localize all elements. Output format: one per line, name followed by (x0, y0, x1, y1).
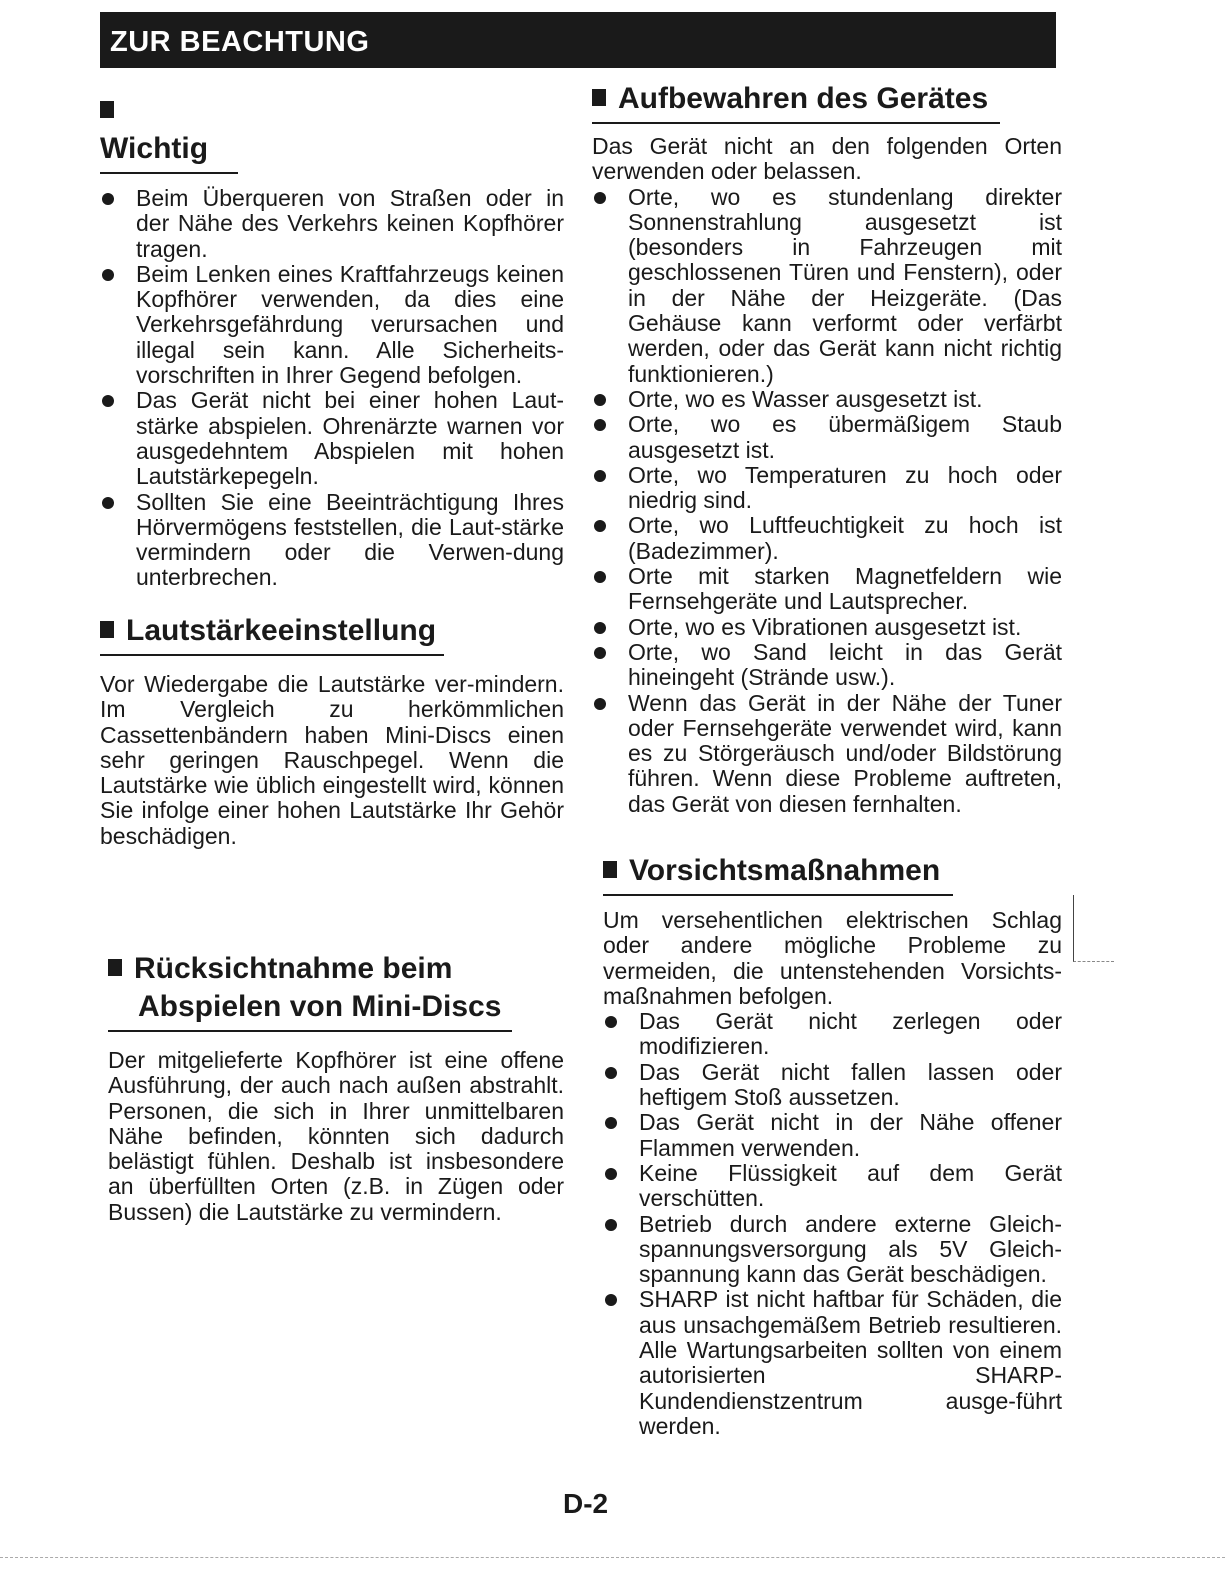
section-aufbewahren (592, 80, 1062, 817)
bullet-icon (594, 698, 606, 710)
list-item: Orte, wo Luftfeuchtigkeit zu hoch ist (Badezimmer). (592, 513, 1062, 564)
bullet-icon (594, 520, 606, 532)
page-number: D-2 (563, 1488, 609, 1519)
list-item: Orte, wo es übermäßigem Staub ausgesetzt ist. (592, 412, 1062, 463)
list-item: Wenn das Gerät in der Nähe der Tuner oder Fernsehgeräte verwendet wird, kann es zu Störgeräusch und/oder Bildstörung führen. Wenn diese Probleme auftreten, das Gerät von diesen fernhalten. (592, 691, 1062, 817)
bullet-icon (102, 193, 114, 205)
section-heading-aufbewahren (592, 80, 1000, 124)
section-heading-lautstaerke (100, 612, 444, 656)
list-item: Orte, wo es Vibrationen ausgesetzt ist. (592, 615, 1062, 640)
bullet-icon (605, 1067, 617, 1079)
heading-text: Aufbewahren des Gerätes (618, 82, 989, 115)
list-item: Betrieb durch andere externe Gleich-spannungsversorgung als 5V Gleich-spannung kann das Gerät beschädigen. (603, 1212, 1062, 1288)
bullet-icon (605, 1117, 617, 1129)
bullet-icon (594, 571, 606, 583)
list-item: Orte, wo es Wasser ausgesetzt ist. (592, 387, 1062, 412)
bullet-icon (102, 497, 114, 509)
square-bullet-icon (592, 89, 606, 106)
heading-text: Lautstärkeeinstellung (126, 614, 437, 647)
bullet-icon (102, 269, 114, 281)
square-bullet-icon (100, 621, 114, 638)
bullet-icon (594, 622, 606, 634)
square-bullet-icon (108, 959, 122, 976)
bullet-icon (102, 395, 114, 407)
list-item: Keine Flüssigkeit auf dem Gerät verschütten. (603, 1161, 1062, 1212)
bottom-rule (0, 1557, 1225, 1558)
square-bullet-icon (100, 101, 114, 118)
list-item: Das Gerät nicht zerlegen oder modifizieren. (603, 1009, 1062, 1060)
list-item: Das Gerät nicht fallen lassen oder heftigem Stoß aussetzen. (603, 1060, 1062, 1111)
list-item: Beim Lenken eines Kraftfahrzeugs keinen Kopfhörer verwenden, da dies eine Verkehrsgefährdung verursachen und illegal sein kann. Alle Sicherheits-vorschriften in Ihrer Gegend befolgen. (100, 262, 564, 388)
aufbewahren-intro: Das Gerät nicht an den folgenden Orten verwenden oder belassen. (592, 133, 1062, 185)
bullet-icon (594, 192, 606, 204)
heading-text: Wichtig (100, 132, 209, 165)
list-item: Orte, wo es stundenlang direkter Sonnenstrahlung ausgesetzt ist (besonders in Fahrzeugen mit geschlossenen Türen und Fenstern), oder in der Nähe der Heizgeräte. (Das Gehäuse kann verformt oder verfärbt werden, oder das Gerät kann nicht richtig funktionieren.) (592, 185, 1062, 387)
bullet-icon (605, 1219, 617, 1231)
bullet-icon (594, 470, 606, 482)
bullet-icon (605, 1168, 617, 1180)
section-lautstaerke (100, 612, 564, 849)
section-heading-vorsicht (603, 852, 953, 896)
list-item: Das Gerät nicht bei einer hohen Laut-stärke abspielen. Ohrenärzte warnen vor ausgedehntem Abspielen mit hohen Lautstärkepegeln. (100, 388, 564, 489)
bullet-icon (594, 419, 606, 431)
bullet-icon (605, 1294, 617, 1306)
section-wichtig (100, 92, 564, 591)
crop-mark (1073, 895, 1114, 962)
section-ruecksicht (108, 950, 564, 1225)
wichtig-list (100, 186, 564, 591)
heading-text: Vorsichtsmaßnahmen (629, 854, 941, 887)
list-item: SHARP ist nicht haftbar für Schäden, die aus unsachgemäßem Betrieb resultieren. Alle Wartungsarbeiten sollten von einem autorisierten SHARP-Kundendienstzentrum ausge-führt werden. (603, 1287, 1062, 1439)
ruecksicht-text: Der mitgelieferte Kopfhörer ist eine offene Ausführung, der auch nach außen abstrahlt. Personen, die sich in Ihrer unmittelbaren Nähe befinden, könnten sich dadurch belästigt fühlen. Deshalb ist insbesondere an überfüllten Orten (z.B. in Zügen oder Bussen) die Lautstärke zu vermindern. (108, 1047, 564, 1225)
lautstaerke-text: Vor Wiedergabe die Lautstärke ver-mindern. Im Vergleich zu herkömmlichen Cassettenbändern haben Mini-Discs einen sehr geringen Rauschpegel. Wenn die Lautstärke wie üblich eingestellt wird, können Sie infolge einer hohen Lautstärke Ihr Gehör beschädigen. (100, 671, 564, 849)
bullet-icon (594, 647, 606, 659)
list-item: Das Gerät nicht in der Nähe offener Flammen verwenden. (603, 1110, 1062, 1161)
vorsicht-list (603, 1009, 1062, 1439)
list-item: Orte, wo Temperaturen zu hoch oder niedrig sind. (592, 463, 1062, 514)
bullet-icon (605, 1016, 617, 1028)
page-title: ZUR BEACHTUNG (110, 26, 370, 58)
section-heading-wichtig (100, 92, 238, 174)
list-item: Sollten Sie eine Beeinträchtigung Ihres Hörvermögens feststellen, die Laut-stärke vermindern oder die Verwen-dung unterbrechen. (100, 490, 564, 591)
section-heading-ruecksicht (108, 950, 512, 1032)
section-vorsicht (603, 852, 1062, 1439)
list-item: Beim Überqueren von Straßen oder in der Nähe des Verkehrs keinen Kopfhörer tragen. (100, 186, 564, 262)
vorsicht-intro: Um versehentlichen elektrischen Schlag oder andere mögliche Probleme zu vermeiden, die untenstehenden Vorsichts-maßnahmen befolgen. (603, 907, 1062, 1009)
heading-text-line2: Abspielen von Mini-Discs (138, 990, 502, 1023)
header-bar (100, 12, 1056, 68)
bullet-icon (594, 394, 606, 406)
aufbewahren-list (592, 185, 1062, 817)
list-item: Orte, wo Sand leicht in das Gerät hineingeht (Strände usw.). (592, 640, 1062, 691)
heading-text: Rücksichtnahme beim (134, 952, 453, 985)
square-bullet-icon (603, 861, 617, 878)
list-item: Orte mit starken Magnetfeldern wie Fernsehgeräte und Lautsprecher. (592, 564, 1062, 615)
